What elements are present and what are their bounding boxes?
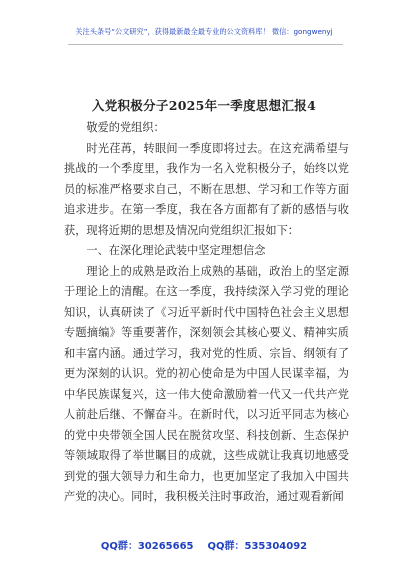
paragraph-theory: 理论上的成熟是政治上成熟的基础，政治上的坚定源于理论上的清醒。在这一季度，我持续深入学习党的理论知识，认真研读了《习近平新时代中国特色社会主义思想专题摘编》等重要著作，深刻领会其核心要义、精神实质和丰富内涵。通过学习，我对党的性质、宗旨、纲领有了更为深刻的认识。党的初心使命是为中国人民谋幸福，为中华民族谋复兴，这一伟大使命激励着一代又一代共产党人前赴后继、不懈奋斗。在新时代，以习近平同志为核心的党中央带领全国人民在脱贫攻坚、科技创新、生态保护等领域取得了举世瞩目的成就，这些成就让我真切地感受到党的强大领导力和生命力，也更加坚定了我加入中国共产党的决心。同时，我积极关注时事政治，通过观看新闻 bbox=[64, 264, 349, 503]
header-banner: 关注头条号“公文研究”，获得最新最全最专业的公文资料库！ 微信：gongwenyj bbox=[75, 27, 333, 36]
salutation: 敬爱的党组织： bbox=[86, 121, 165, 134]
paragraph-intro: 时光荏苒，转眼间一季度即将过去。在这充满希望与挑战的一个季度里，我作为一名入党积极分子，始终以党员的标准严格要求自己，不断在思想、学习和工作等方面追求进步。在第一季度，我在各方面都有了新的感悟与收获，现将近期的思想及情况向党组织汇报如下： bbox=[64, 141, 349, 237]
qq-group-2: QQ群：535304092 bbox=[207, 541, 308, 552]
document-title: 入党积极分子2025年一季度思想汇报4 bbox=[91, 98, 317, 113]
header-divider bbox=[68, 44, 343, 45]
document-body bbox=[64, 118, 349, 508]
footer-contact bbox=[0, 537, 408, 552]
section-heading: 一、在深化理论武装中坚定理想信念 bbox=[86, 244, 266, 257]
qq-group-1: QQ群：30265665 bbox=[100, 541, 194, 552]
